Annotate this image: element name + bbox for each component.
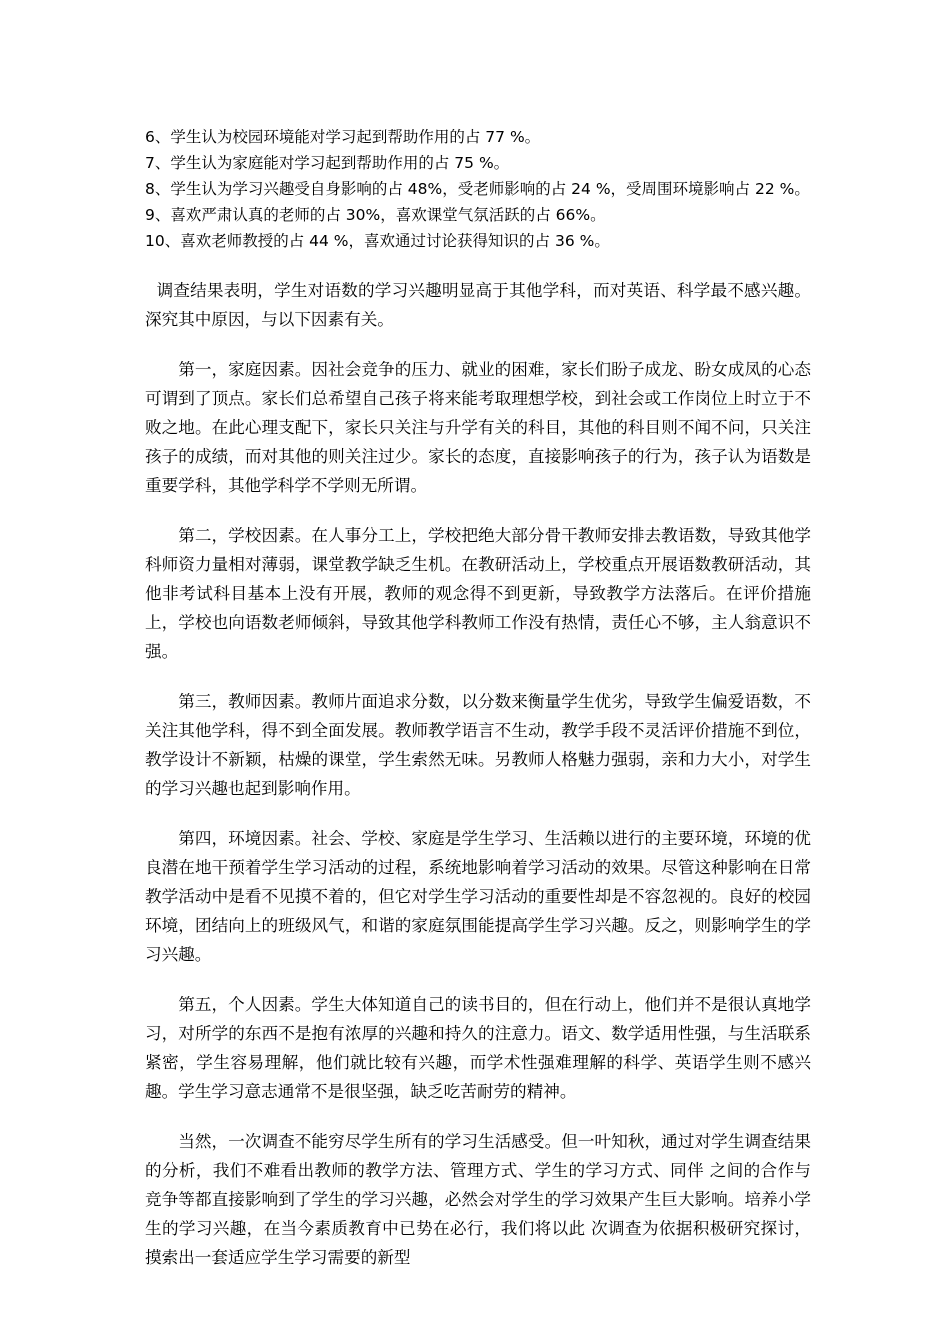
teacher-factor-paragraph: 第三，教师因素。教师片面追求分数，以分数来衡量学生优劣，导致学生偏爱语数，不关注其他学科，得不到全面发展。教师教学语言不生动，教学手段不灵活评价措施不到位，教学设计不新颖，枯燥的课堂，学生索然无味。另教师人格魅力强弱，亲和力大小，对学生的学习兴趣也起到影响作用。 bbox=[145, 692, 811, 798]
list-item: 9、喜欢严肃认真的老师的占 30%，喜欢课堂气氛活跃的占 66%。 bbox=[145, 206, 606, 224]
conclusion-paragraph: 当然，一次调查不能穷尽学生所有的学习生活感受。但一叶知秋，通过对学生调查结果的分析，我们不难看出教师的教学方法、管理方式、学生的学习方式、同伴 之间的合作与竞争等都直接影响到了学生的学习兴趣，必然会对学生的学习效果产生巨大影响。培养小学生的学习兴趣，在当今素质教育中已势在必行，我们将以此 次调查为依据积极研究探讨，摸索出一套适应学生学习需要的新型 bbox=[145, 1132, 811, 1267]
summary-paragraph: 调查结果表明，学生对语数的学习兴趣明显高于其他学科，而对英语、科学最不感兴趣。深究其中原因，与以下因素有关。 bbox=[145, 281, 811, 329]
list-item: 6、学生认为校园环境能对学习起到帮助作用的占 77 %。 bbox=[145, 128, 541, 146]
list-item: 8、学生认为学习兴趣受自身影响的占 48%，受老师影响的占 24 %，受周围环境影响占 22 %。 bbox=[145, 180, 810, 198]
document-page bbox=[145, 124, 811, 1272]
environment-factor-paragraph: 第四，环境因素。社会、学校、家庭是学生学习、生活赖以进行的主要环境，环境的优良潜在地干预着学生学习活动的过程，系统地影响着学习活动的效果。尽管这种影响在日常教学活动中是看不见摸不着的，但它对学生学习活动的重要性却是不容忽视的。良好的校园环境，团结向上的班级风气，和谐的家庭氛围能提高学生学习兴趣。反之，则影响学生的学习兴趣。 bbox=[145, 829, 811, 964]
personal-factor-paragraph: 第五，个人因素。学生大体知道自己的读书目的，但在行动上，他们并不是很认真地学习，对所学的东西不是抱有浓厚的兴趣和持久的注意力。语文、数学适用性强，与生活联系紧密，学生容易理解，他们就比较有兴趣，而学术性强难理解的科学、英语学生则不感兴趣。学生学习意志通常不是很坚强，缺乏吃苦耐劳的精神。 bbox=[145, 995, 811, 1101]
list-item: 10、喜欢老师教授的占 44 %，喜欢通过讨论获得知识的占 36 %。 bbox=[145, 232, 610, 250]
family-factor-paragraph: 第一，家庭因素。因社会竞争的压力、就业的困难，家长们盼子成龙、盼女成凤的心态可谓到了顶点。家长们总希望自己孩子将来能考取理想学校，到社会或工作岗位上时立于不败之地。在此心理支配下，家长只关注与升学有关的科目，其他的科目则不闻不问，只关注孩子的成绩，而对其他的则关注过少。家长的态度，直接影响孩子的行为，孩子认为语数是重要学科，其他学科学不学则无所谓。 bbox=[145, 360, 811, 495]
list-item: 7、学生认为家庭能对学习起到帮助作用的占 75 %。 bbox=[145, 154, 510, 172]
school-factor-paragraph: 第二，学校因素。在人事分工上，学校把绝大部分骨干教师安排去教语数，导致其他学科师资力量相对薄弱，课堂教学缺乏生机。在教研活动上，学校重点开展语数教研活动，其他非考试科目基本上没有开展，教师的观念得不到更新，导致教学方法落后。在评价措施上，学校也向语数老师倾斜，导致其他学科教师工作没有热情，责任心不够，主人翁意识不强。 bbox=[145, 526, 811, 661]
survey-results-list bbox=[145, 124, 811, 254]
